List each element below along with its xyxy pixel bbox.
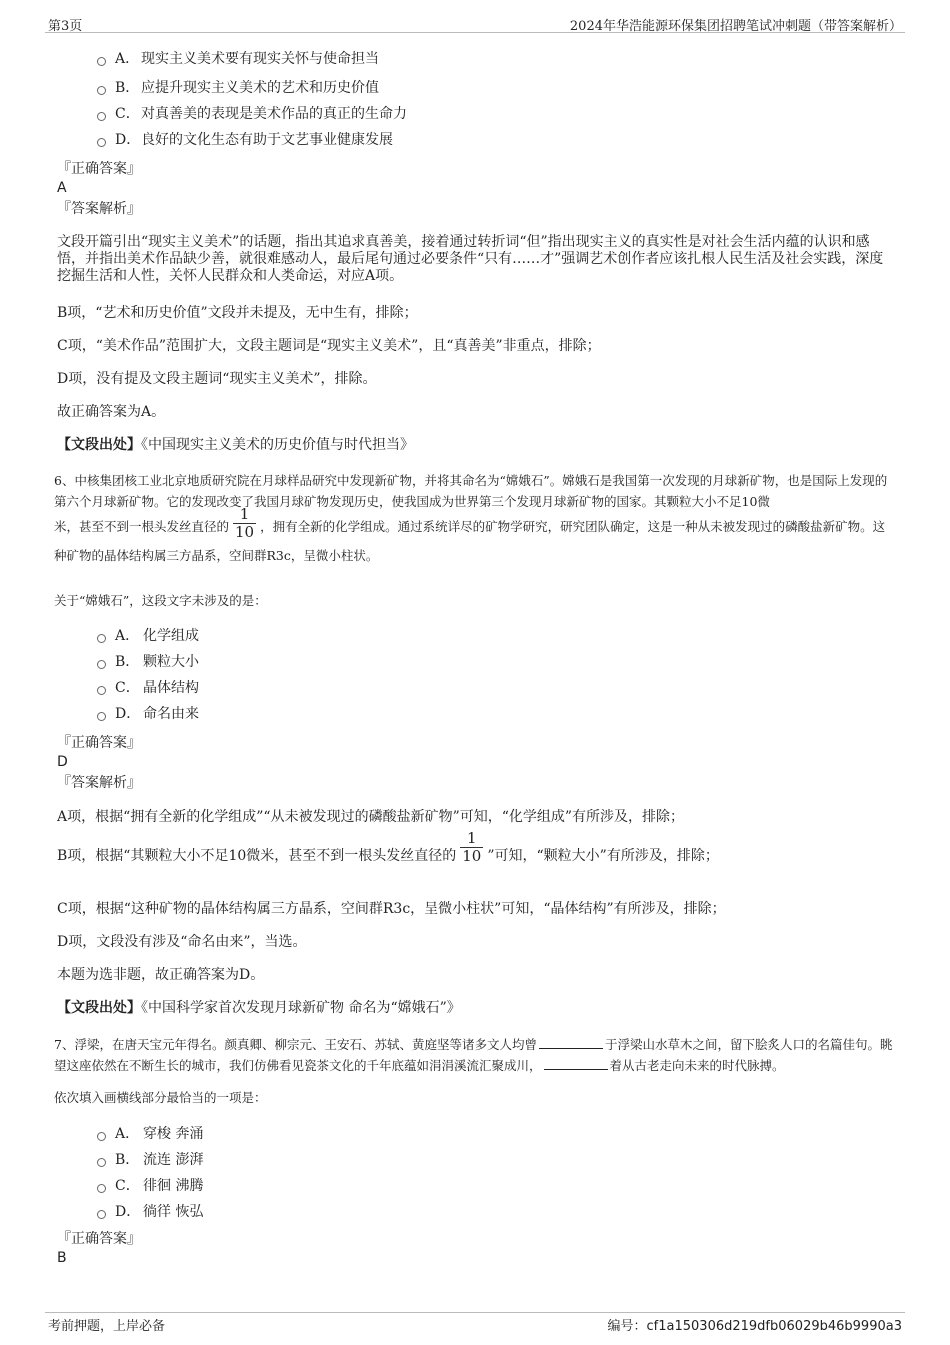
source-line: 【文段出处】《中国科学家首次发现月球新矿物 命名为“嫦娥石”》 — [57, 1000, 461, 1016]
answer-tag: 『正确答案』 — [57, 735, 141, 751]
fill-blank — [544, 1058, 608, 1070]
answer-value: D — [57, 754, 68, 770]
option-c[interactable]: C． 晶体结构 — [57, 677, 99, 703]
radio-icon[interactable] — [97, 660, 106, 669]
radio-icon[interactable] — [97, 712, 106, 721]
fraction: $\frac{1}{10}$ — [462, 829, 482, 865]
option-b[interactable]: B． 颗粒大小 — [57, 651, 99, 677]
radio-icon[interactable] — [97, 138, 106, 147]
analysis-paragraph: B项，根据“其颗粒大小不足10微米，甚至不到一根头发丝直径的 $\frac{1}{10}$ ”可知，“颗粒大小”有所涉及，排除； — [57, 829, 719, 865]
question-stem: 6、中核集团核工业北京地质研究院在月球样品研究中发现新矿物，并将其命名为“嫦娥石”。嫦娥石是我国第一次发现的月球新矿物，也是国际上发现的第六个月球新矿物。它的发现改变了我国月球矿物发现历史，使我国成为世界第三个发现月球新矿物的国家。其颗粒大小不足10微 — [54, 473, 888, 509]
option-a[interactable]: A． 现实主义美术要有现实关怀与使命担当 — [57, 48, 99, 74]
source-line: 【文段出处】《中国现实主义美术的历史价值与时代担当》 — [57, 437, 414, 453]
page-header — [45, 12, 905, 33]
radio-icon[interactable] — [97, 686, 106, 695]
question-stem-cont: 米，甚至不到一根头发丝直径的 $\frac{1}{10}$ ，拥有全新的化学组成。通过系统详尽的矿物学研究，研究团队确定，这是一种从未被发现过的磷酸盐新矿物。这种矿物的晶体结构属三方晶系，空间群R3c，呈微小柱状。 — [54, 505, 886, 563]
analysis-paragraph: A项，根据“拥有全新的化学组成”“从未被发现过的磷酸盐新矿物”可知，“化学组成”有所涉及，排除； — [57, 809, 685, 825]
option-b[interactable]: B． 流连 澎湃 — [57, 1149, 99, 1175]
document-code: 编号：cf1a150306d219dfb06029b46b9990a3 — [607, 1319, 902, 1334]
analysis-paragraph: 故正确答案为A。 — [57, 404, 166, 420]
option-d[interactable]: D． 命名由来 — [57, 703, 99, 729]
analysis-paragraph: C项，“美术作品”范围扩大，文段主题词是“现实主义美术”，且“真善美”非重点，排除； — [57, 338, 601, 354]
question-prompt: 关于“嫦娥石”，这段文字未涉及的是： — [54, 593, 267, 608]
footer-slogan: 考前押题，上岸必备 — [48, 1319, 166, 1334]
page-number: 第3页 — [48, 19, 83, 34]
answer-value: B — [57, 1250, 67, 1266]
option-c[interactable]: C． 对真善美的表现是美术作品的真正的生命力 — [57, 103, 99, 129]
radio-icon[interactable] — [97, 1158, 106, 1167]
document-title: 2024年华浩能源环保集团招聘笔试冲刺题（带答案解析） — [569, 19, 902, 34]
radio-icon[interactable] — [97, 86, 106, 95]
radio-icon[interactable] — [97, 1132, 106, 1141]
radio-icon[interactable] — [97, 57, 106, 66]
page-footer — [45, 1312, 905, 1333]
analysis-tag: 『答案解析』 — [57, 775, 141, 791]
analysis-paragraph: C项，根据“这种矿物的晶体结构属三方晶系，空间群R3c，呈微小柱状”可知，“晶体结构”有所涉及，排除； — [57, 901, 726, 917]
question-stem: 7、浮梁，在唐天宝元年得名。颜真卿、柳宗元、王安石、苏轼、黄庭坚等诸多文人均曾 于浮梁山水草木之间，留下脍炙人口的名篇佳句。眺望这座依然在不断生长的城市，我们仿佛看见瓷茶文化的千年底蕴如涓涓溪流汇聚成川， 着从古老走向未来的时代脉搏。 — [54, 1037, 893, 1073]
answer-tag: 『正确答案』 — [57, 161, 141, 177]
radio-icon[interactable] — [97, 112, 106, 121]
option-a[interactable]: A． 化学组成 — [57, 625, 99, 651]
analysis-paragraph: B项，“艺术和历史价值”文段并未提及，无中生有，排除； — [57, 305, 418, 321]
question-prompt: 依次填入画横线部分最恰当的一项是： — [54, 1090, 267, 1105]
fraction: $\frac{1}{10}$ — [235, 505, 255, 541]
option-d[interactable]: D． 良好的文化生态有助于文艺事业健康发展 — [57, 129, 99, 155]
fill-blank — [539, 1037, 603, 1049]
radio-icon[interactable] — [97, 634, 106, 643]
analysis-paragraph: D项，文段没有涉及“命名由来”，当选。 — [57, 934, 307, 950]
answer-value: A — [57, 180, 67, 196]
analysis-paragraph: 本题为选非题，故正确答案为D。 — [57, 967, 265, 983]
radio-icon[interactable] — [97, 1210, 106, 1219]
option-c[interactable]: C． 徘徊 沸腾 — [57, 1175, 99, 1201]
answer-tag: 『正确答案』 — [57, 1231, 141, 1247]
radio-icon[interactable] — [97, 1184, 106, 1193]
option-b[interactable]: B． 应提升现实主义美术的艺术和历史价值 — [57, 77, 99, 103]
analysis-paragraph: 文段开篇引出“现实主义美术”的话题，指出其追求真善美，接着通过转折词“但”指出现实主义的真实性是对社会生活内蕴的认识和感悟，并指出美术作品缺少善，就很难感动人，最后尾句通过必要条件“只有……才”强调艺术创作者应该扎根人民生活及社会实践，深度挖掘生活和人性，关怀人民群众和人类命运，对应A项。 — [57, 234, 884, 284]
analysis-paragraph: D项，没有提及文段主题词“现实主义美术”，排除。 — [57, 371, 377, 387]
option-d[interactable]: D． 徜徉 恢弘 — [57, 1201, 99, 1227]
analysis-tag: 『答案解析』 — [57, 201, 141, 217]
option-a[interactable]: A． 穿梭 奔涌 — [57, 1123, 99, 1149]
